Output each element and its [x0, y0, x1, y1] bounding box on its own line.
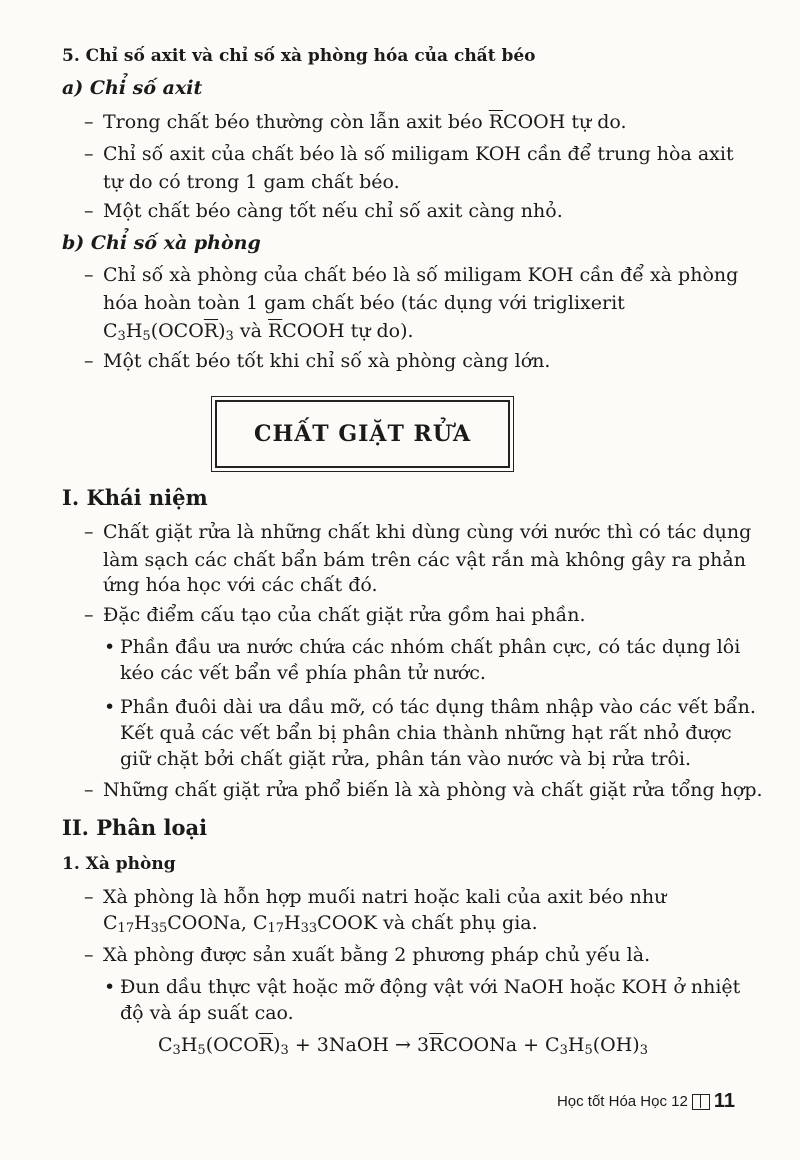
s2-item-1-line-1: Xà phòng là hỗn hợp muối natri hoặc kali của axit béo như — [103, 886, 667, 908]
s2-item-1-formula: $C_{17}H_{35}COONa$, $C_{17}H_{33}COOK$ và chất phụ gia. — [103, 912, 538, 936]
section-5-title: 5. Chỉ số axit và chỉ số xà phòng hóa của chất béo — [62, 46, 536, 66]
reaction-equation: $C_3H_5(OCO\overline{R})_3$ + 3NaOH → $3\overline{R}COONa + C_3H_5(OH)_3$ — [158, 1034, 648, 1058]
a-item-2-line-1: Chỉ số axit của chất béo là số miligam KOH cần để trung hòa axit — [103, 143, 734, 165]
dash-marker: – — [84, 200, 94, 222]
b-item-1-formula: $C_3H_5(OCO\overline{R})_3$ và $\overline{R}COOH$ tự do). — [103, 320, 414, 344]
b-item-1-line-1: Chỉ số xà phòng của chất béo là số miligam KOH cần để xà phòng — [103, 264, 739, 286]
chapter-title-box — [215, 400, 510, 468]
section-2-title: II. Phân loại — [62, 815, 208, 840]
section-1-title: I. Khái niệm — [62, 485, 208, 510]
b-item-1-line-2: hóa hoàn toàn 1 gam chất béo (tác dụng với triglixerit — [103, 292, 625, 314]
subsection-a-title: a) Chỉ số axit — [62, 77, 203, 99]
s1-item-3: Những chất giặt rửa phổ biến là xà phòng và chất giặt rửa tổng hợp. — [103, 779, 763, 801]
bullet-marker: • — [104, 976, 116, 998]
s1-bullet-1-line-2: kéo các vết bẩn về phía phân tử nước. — [120, 662, 486, 684]
bullet-marker: • — [104, 696, 116, 718]
s1-item-1-line-3: ứng hóa học với các chất đó. — [103, 574, 378, 596]
s2-bullet-1-line-1: Đun dầu thực vật hoặc mỡ động vật với NaOH hoặc KOH ở nhiệt — [120, 976, 741, 998]
book-icon — [692, 1094, 710, 1110]
chapter-title: CHẤT GIẶT RỬA — [253, 421, 472, 447]
dash-marker: – — [84, 944, 94, 966]
bullet-marker: • — [104, 636, 116, 658]
dash-marker: – — [84, 521, 94, 543]
s1-bullet-2-line-3: giữ chặt bởi chất giặt rửa, phân tán vào nước và bị rửa trôi. — [120, 748, 691, 770]
s1-bullet-2-line-1: Phần đuôi dài ưa dầu mỡ, có tác dụng thâm nhập vào các vết bẩn. — [120, 696, 756, 718]
s1-bullet-1-line-1: Phần đầu ưa nước chứa các nhóm chất phân cực, có tác dụng lôi — [120, 636, 741, 658]
a-item-2-line-2: tự do có trong 1 gam chất béo. — [103, 171, 400, 193]
a-item-1: Trong chất béo thường còn lẫn axit béo $\overline{R}COOH$ tự do. — [103, 111, 627, 133]
dash-marker: – — [84, 350, 94, 372]
a-item-3: Một chất béo càng tốt nếu chỉ số axit càng nhỏ. — [103, 200, 563, 222]
s1-item-2: Đặc điểm cấu tạo của chất giặt rửa gồm hai phần. — [103, 604, 586, 626]
s1-item-1-line-1: Chất giặt rửa là những chất khi dùng cùng với nước thì có tác dụng — [103, 521, 752, 543]
dash-marker: – — [84, 886, 94, 908]
page-footer — [557, 1090, 735, 1113]
s2-bullet-1-line-2: độ và áp suất cao. — [120, 1002, 294, 1024]
subsection-b-title: b) Chỉ số xà phòng — [62, 232, 261, 254]
s1-bullet-2-line-2: Kết quả các vết bẩn bị phân chia thành những hạt rất nhỏ được — [120, 722, 732, 744]
book-title: Học tốt Hóa Học 12 — [556, 1093, 688, 1110]
b-item-2: Một chất béo tốt khi chỉ số xà phòng càng lớn. — [103, 350, 551, 372]
dash-marker: – — [84, 111, 94, 133]
page-number: 11 — [713, 1090, 735, 1112]
s2-item-2: Xà phòng được sản xuất bằng 2 phương pháp chủ yếu là. — [103, 944, 651, 966]
dash-marker: – — [84, 264, 94, 286]
s1-item-1-line-2: làm sạch các chất bẩn bám trên các vật rắn mà không gây ra phản — [103, 549, 746, 571]
dash-marker: – — [84, 143, 94, 165]
dash-marker: – — [84, 604, 94, 626]
dash-marker: – — [84, 779, 94, 801]
subsection-1-title: 1. Xà phòng — [62, 854, 176, 874]
